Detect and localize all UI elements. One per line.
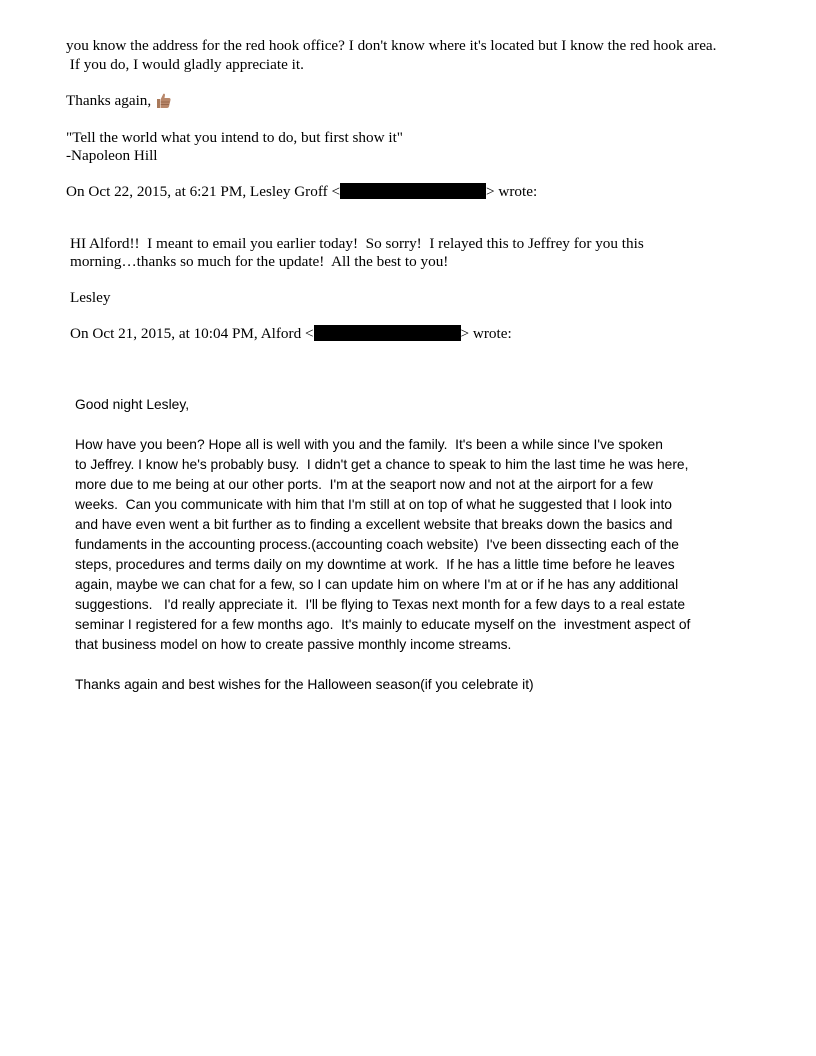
alford-body-line: weeks. Can you communicate with him that I'm still at on top of what he suggested that I look into [75,497,672,512]
header-prefix: On Oct 21, 2015, at 10:04 PM, Alford < [70,325,314,342]
thumbs-up-icon [155,92,171,109]
alford-body-line: seminar I registered for a few months ago. It's mainly to educate myself on the investment aspect of [75,617,691,632]
alford-closing: Thanks again and best wishes for the Halloween season(if you celebrate it) [75,677,534,692]
alford-body-line: more due to me being at our other ports. I'm at the seaport now and not at the airport for a few [75,477,653,492]
alford-body-line: to Jeffrey. I know he's probably busy. I didn't get a chance to speak to him the last time he was here, [75,457,689,472]
alford-body-line: steps, procedures and terms daily on my downtime at work. If he has a little time before he leaves [75,557,675,572]
header-suffix: > wrote: [460,325,512,342]
lesley-signature: Lesley [70,289,111,306]
alford-greeting: Good night Lesley, [75,397,190,412]
header-suffix: > wrote: [486,183,538,200]
quote-text: "Tell the world what you intend to do, but first show it" [66,129,403,146]
redacted-email [340,183,486,199]
alford-body-line: again, maybe we can chat for a few, so I can update him on where I'm at or if he has any additional [75,577,679,592]
quote-author: -Napoleon Hill [66,147,158,164]
lesley-quoted-header [70,325,512,343]
alford-body-line: How have you been? Hope all is well with you and the family. It's been a while since I've spoken [75,437,663,452]
header-prefix: On Oct 22, 2015, at 6:21 PM, Lesley Groff < [66,183,341,200]
lesley-line-1: HI Alford!! I meant to email you earlier today! So sorry! I relayed this to Jeffrey for you this [70,235,644,252]
reply-thanks-text: Thanks again, [66,92,152,109]
alford-body-line: fundaments in the accounting process.(accounting coach website) I've been dissecting each of the [75,537,679,552]
redacted-email [314,325,461,341]
reply-line-1: you know the address for the red hook office? I don't know where it's located but I know the red hook area. [66,37,717,54]
alford-body-line: and have even went a bit further as to finding a excellent website that breaks down the basics and [75,517,673,532]
reply-line-2: If you do, I would gladly appreciate it. [66,56,304,73]
reply-thanks [66,92,171,110]
lesley-line-2: morning…thanks so much for the update! All the best to you! [70,253,449,270]
reply-quoted-header [66,183,537,201]
alford-body-line: that business model on how to create passive monthly income streams. [75,637,512,652]
alford-body-line: suggestions. I'd really appreciate it. I'll be flying to Texas next month for a few days to a real estate [75,597,686,612]
